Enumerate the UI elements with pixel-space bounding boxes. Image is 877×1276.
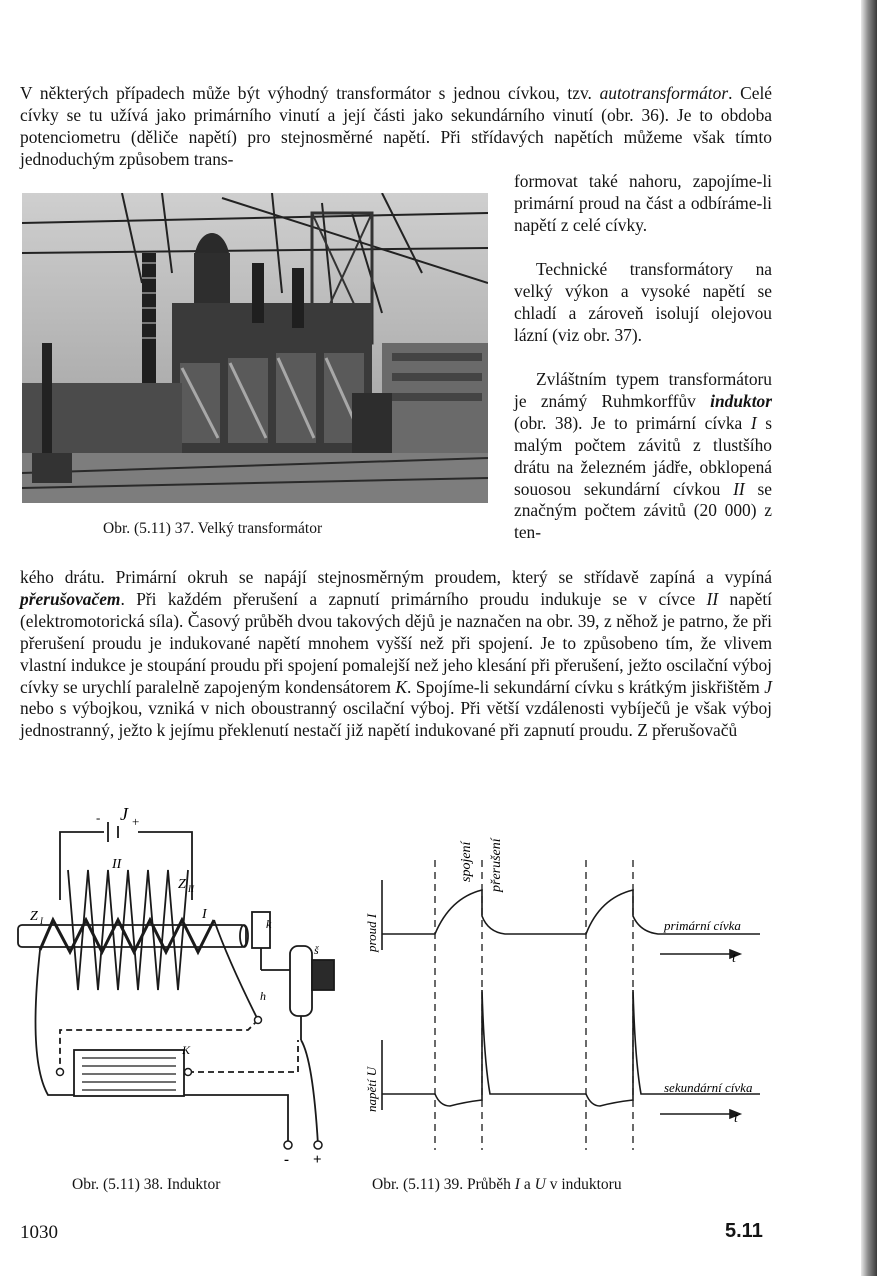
terminal-plus-label: + (313, 1152, 322, 1168)
hammer-h-label: h (260, 989, 266, 1003)
text-run: Zvláštním typem transformátoru je známý Ruhmkorffův (514, 369, 772, 411)
connection-label: spojení (459, 841, 474, 882)
text-run: . Při každém přerušení a zapnutí primárního proudu indukuje se v cívce (120, 588, 707, 609)
battery-plus-label: + (132, 814, 140, 829)
text-run: s malým počtem závitů z tlustšího drátu na železném jádře, obklopená souosou sekundární cívkou (514, 412, 772, 499)
text-run: (obr. 38). Je to primární cívka (514, 412, 751, 433)
primary-coil-trace-label: primární cívka (664, 918, 741, 933)
caption-run: a (519, 1176, 535, 1193)
current-axis-label: proud I (364, 913, 379, 952)
symbol-I: I (750, 412, 757, 433)
paragraph-interrupter (20, 567, 772, 742)
primary-coil-label: I (202, 907, 207, 922)
section-number: 5.11 (725, 1220, 763, 1242)
z-secondary-sub-label: II (188, 884, 194, 894)
voltage-axis-label: napětí U (364, 1066, 379, 1112)
transformer-photo (22, 193, 488, 503)
figure-38-caption: Obr. (5.11) 38. Induktor (72, 1176, 221, 1193)
paragraph-induktor (514, 369, 772, 544)
terminal-minus-label: - (284, 1152, 289, 1168)
z-primary-sub-label: I (40, 916, 43, 926)
secondary-coil-label: II (112, 857, 122, 872)
time-axis-label: t (734, 1111, 738, 1126)
term-induktor: induktor (710, 390, 772, 411)
page-number: 1030 (20, 1222, 58, 1243)
z-primary-label: Z (30, 909, 38, 924)
text-run: nebo s výbojkou, vzniká v nich oboustranný oscilační výboj. Při větší vzdálenosti vybíječů je však výboj jednostranný, ježto k jejímu překlenutí nestačí již napětí indukované při zapnutí proudu. Z přerušovačů (20, 698, 772, 741)
term-interrupter: přerušovačem (20, 588, 121, 609)
text-run: . Spojíme-li sekundární cívku s krátkým jiskřištěm (407, 676, 765, 697)
term-autotransformer: autotransformátor (599, 83, 729, 103)
text-run: se značným počtem závitů (20 000) z ten- (514, 478, 772, 543)
interruption-label: přerušení (489, 838, 504, 892)
text-run: . Celé cívky se tu užívá jako primárního vinutí a její části jako sekundárního vinutí (obr. 36). Je to obdoba potenciometru (děliče napětí) pro stejnosměrné napětí. Při střídavých napětích můžeme však tímto jednoduchým způsobem trans- (20, 83, 772, 169)
caption-run: v induktoru (545, 1176, 622, 1193)
battery-minus-label: - (96, 810, 101, 825)
contact-k-label: k (266, 917, 272, 931)
text-run: kého drátu. Primární okruh se napájí stejnosměrným proudem, který se střídavě zapíná a vypíná (20, 567, 772, 587)
caption-run: Obr. (5.11) 39. Průběh (372, 1176, 515, 1193)
text-run: napětí (elektromotorická síla). Časový průběh dvou takových dějů je naznačen na obr. 39, z něhož je patrno, že při přerušení proudu je indukované napětí mnohem vyšší než při spojení. Je to způsobeno tím, že vlivem vlastní indukce je stoupání proudu při spojení pomalejší než jeho klesání při přerušení, ježto oscilační výboj cívky se urychlí paralelně zapojeným kondensátorem (20, 588, 773, 697)
z-secondary-label: Z (178, 877, 186, 892)
figure-39-caption (372, 1176, 622, 1194)
symbol-K: K (395, 676, 408, 697)
page-edge-shadow (861, 0, 877, 1276)
symbol-J: J (764, 676, 772, 697)
paragraph-autotransformer (20, 83, 772, 171)
figure-37-caption: Obr. (5.11) 37. Velký transformátor (103, 520, 323, 537)
battery-label: J (120, 804, 128, 824)
waveform-diagram (360, 820, 780, 1170)
paragraph-transform-up: formovat také nahoru, zapojíme-li primární proud na část a odbíráme-li napětí z celé cívky. (514, 171, 772, 235)
symbol-II: II (733, 478, 745, 499)
time-axis-label: t (732, 951, 736, 966)
symbol-II: II (706, 588, 719, 609)
paragraph-technical-transformers: Technické transformátory na velký výkon a vysoké napětí se chladí a zároveň isolují olejovou lázní (viz obr. 37). (514, 259, 772, 345)
screw-label: š (314, 943, 319, 957)
capacitor-label: K (182, 1043, 191, 1057)
caption-symbol-U: U (534, 1176, 546, 1193)
text-run: V některých případech může být výhodný transformátor s jednou cívkou, tzv. (20, 83, 600, 103)
caption-symbol-I: I (514, 1176, 520, 1193)
inductor-diagram (8, 800, 353, 1170)
secondary-coil-trace-label: sekundární cívka (664, 1080, 753, 1095)
